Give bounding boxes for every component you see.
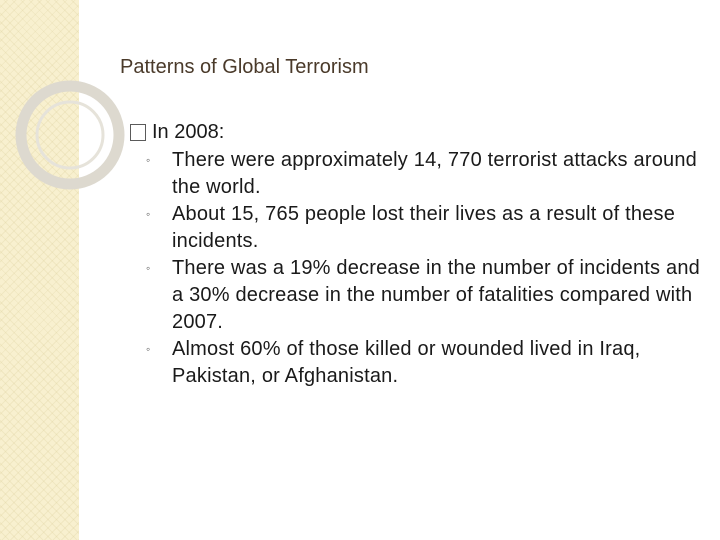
sub-bullet-text: There were approximately 14, 770 terrorist attacks around the world. [172, 149, 697, 198]
sub-bullet-item [130, 336, 700, 390]
slide-title: Patterns of Global Terrorism [120, 56, 369, 78]
bullet-item [130, 118, 700, 147]
sub-bullet-item [130, 255, 700, 336]
sub-bullet-text: There was a 19% decrease in the number of incidents and a 30% decrease in the number of fatalities compared with 2007. [172, 257, 700, 333]
hollow-circle-bullet-icon: ◦ [146, 207, 151, 221]
bullet-text: In 2008: [152, 121, 225, 143]
sub-bullet-text: Almost 60% of those killed or wounded lived in Iraq, Pakistan, or Afghanistan. [172, 338, 641, 387]
sub-bullet-list [130, 147, 700, 390]
sub-bullet-item [130, 201, 700, 255]
sub-bullet-text: About 15, 765 people lost their lives as a result of these incidents. [172, 203, 676, 252]
ring-decoration-icon [0, 0, 140, 220]
hollow-circle-bullet-icon: ◦ [146, 261, 151, 275]
hollow-circle-bullet-icon: ◦ [146, 153, 151, 167]
sub-bullet-item [130, 147, 700, 201]
hollow-circle-bullet-icon: ◦ [146, 342, 151, 356]
inner-ring [37, 102, 103, 168]
slide-content [130, 118, 700, 390]
square-bullet-icon [130, 124, 146, 141]
